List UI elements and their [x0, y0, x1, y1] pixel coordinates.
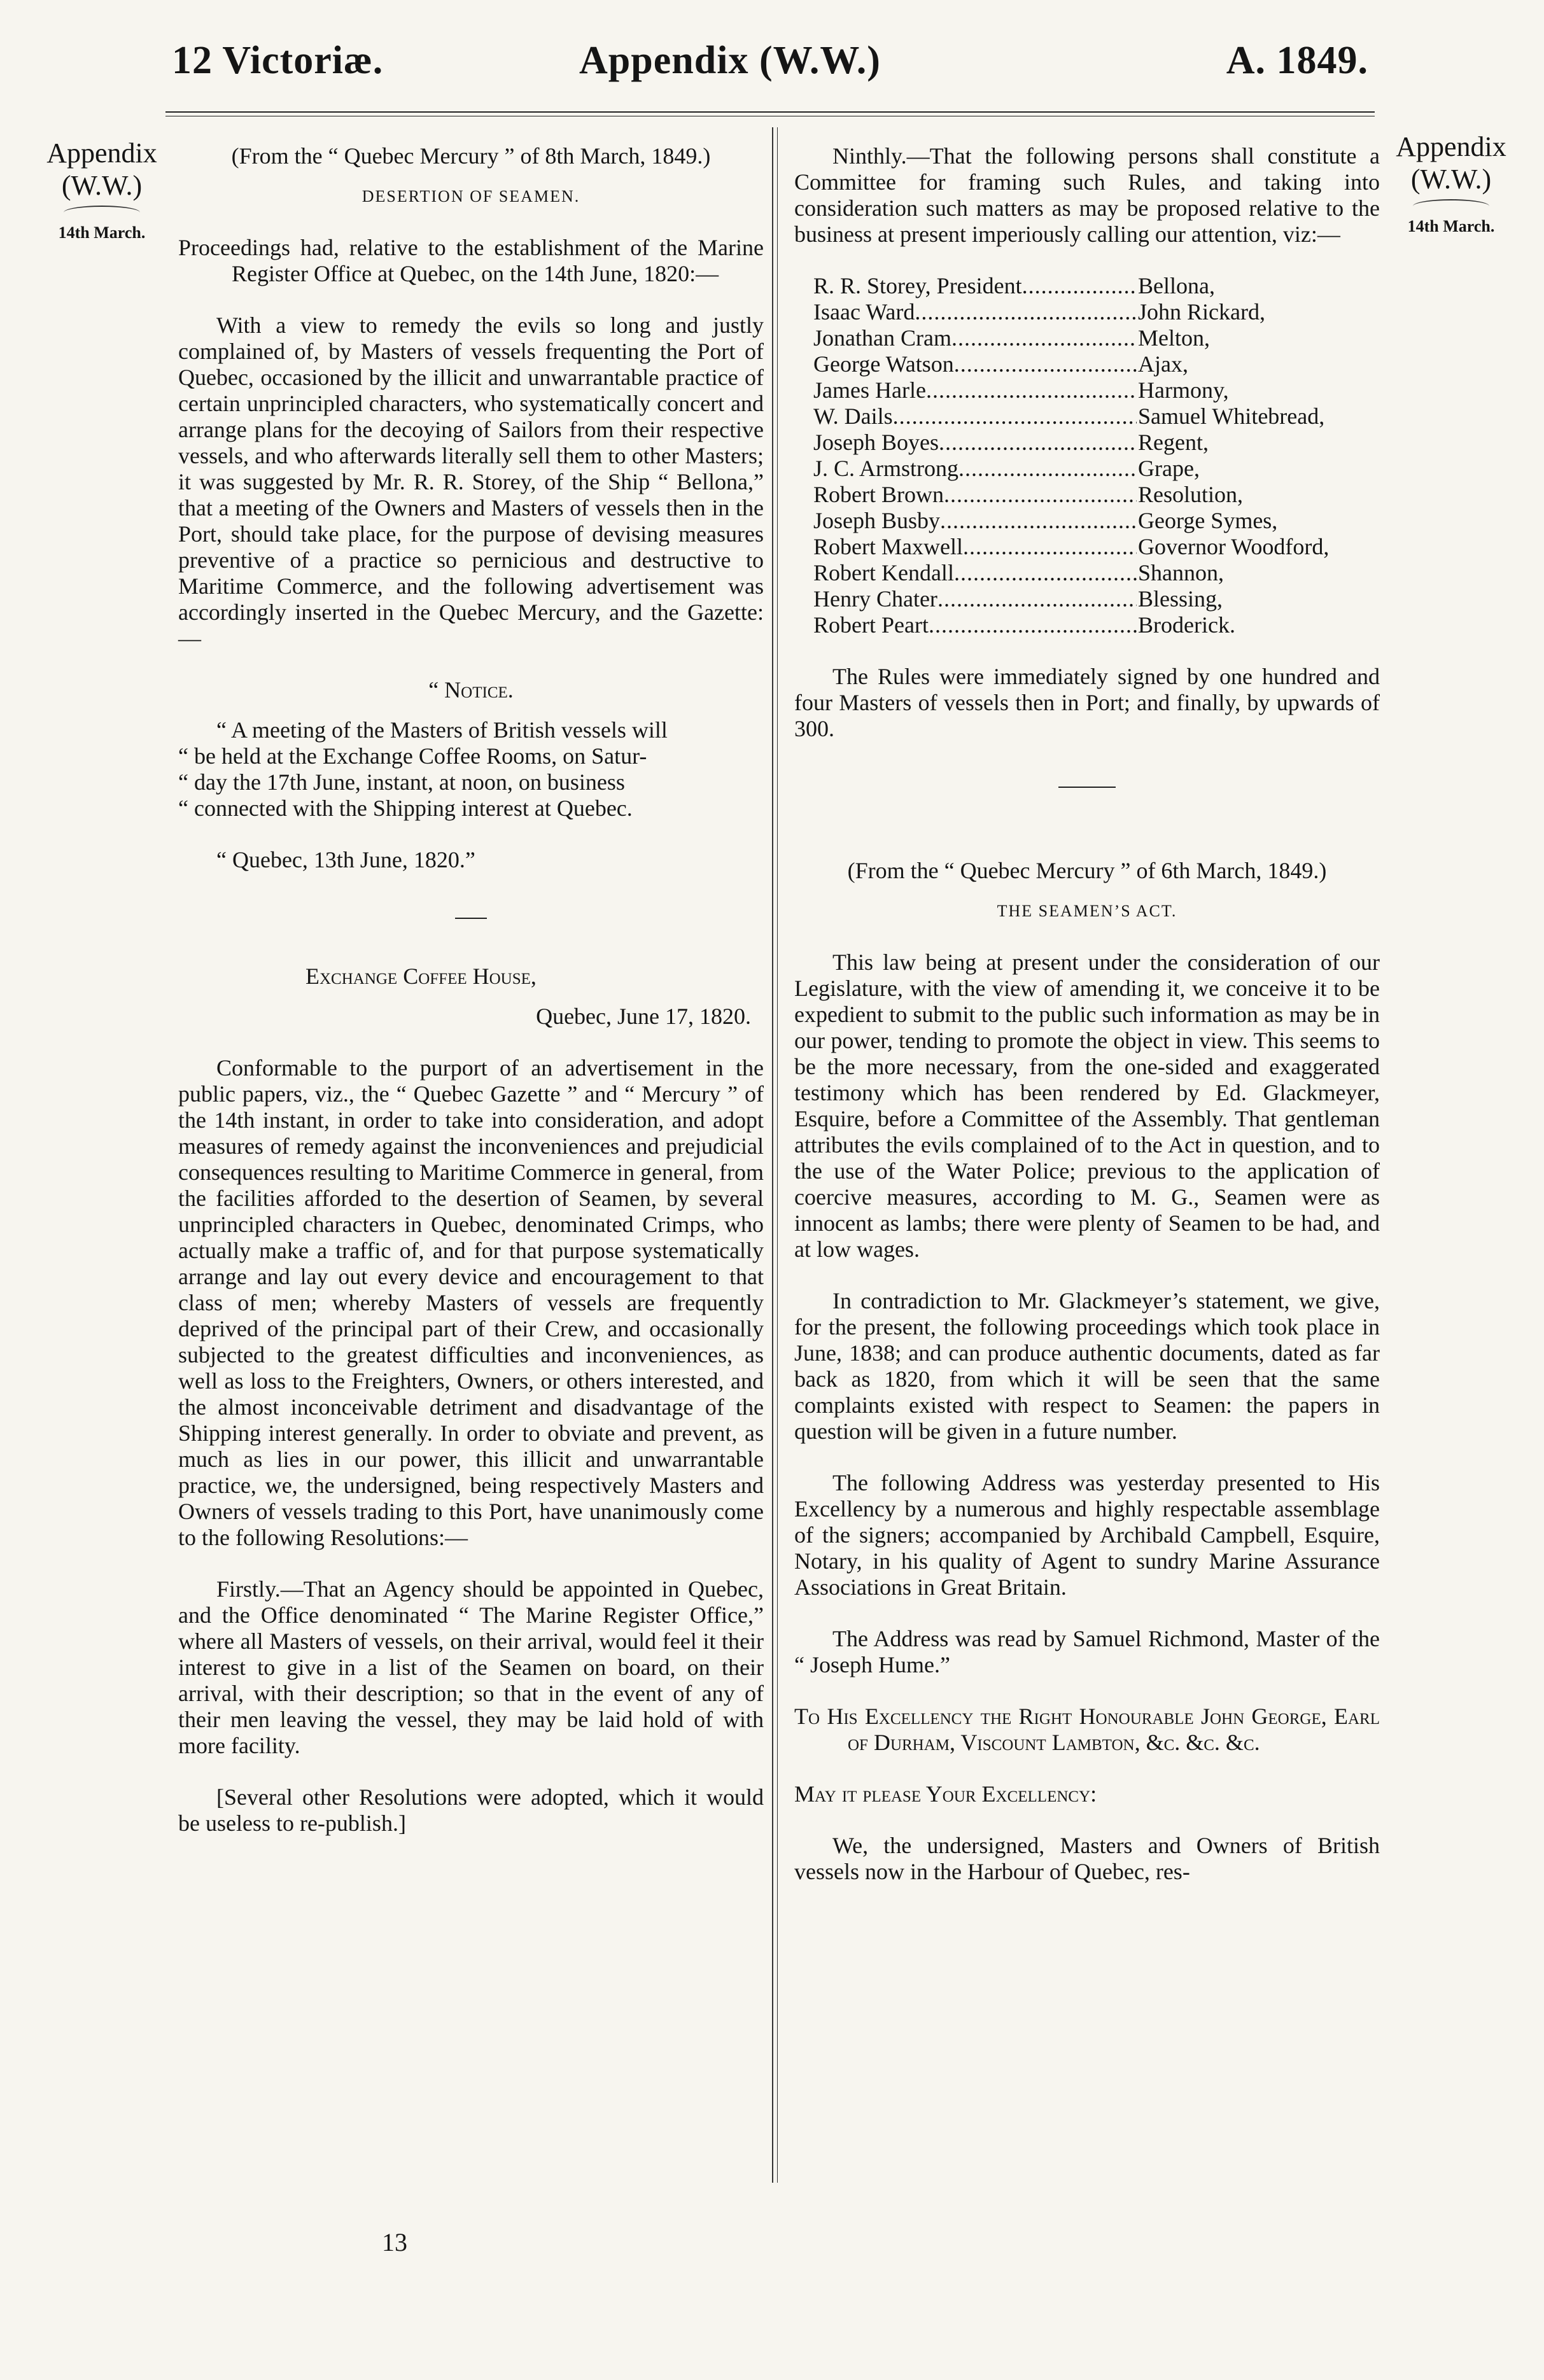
committee-row: [813, 299, 1380, 325]
notice-date: “ Quebec, 13th June, 1820.”: [216, 847, 475, 872]
page-header: [172, 38, 1394, 95]
member-name: Robert Kendall: [813, 560, 954, 585]
margin-note-right: [1375, 130, 1527, 236]
paragraph: This law being at present under the consideration of our Legislature, with the view of amending it, we conceive it to be expedient to submit to the public such information as may be in our power, tending to promote the object in view. This seems to be the more necessary, from the one-sided and exaggerated testimony which has been rendered by Ed. Glackmeyer, Esquire, before a Committee of the Assembly. That gentleman attributes the evils complained of to the Act in question, and to the use of the Water Police; previous to the application of coercive measures, according to M. G., Seamen were as innocent as lambs; there were plenty of Seamen to be had, and at low wages.: [794, 949, 1380, 1262]
notice-title: “ Notice.: [428, 677, 514, 703]
brace-mark: [64, 206, 140, 220]
ship-name: Governor Woodford,: [1138, 534, 1330, 559]
left-column: [178, 143, 764, 1837]
committee-row: [813, 508, 1380, 534]
source-note: (From the “ Quebec Mercury ” of 8th March, 1849.): [231, 143, 711, 169]
article-heading: THE SEAMEN’S ACT.: [997, 902, 1177, 920]
paragraph: Ninthly.—That the following persons shall constitute a Committee for framing such Rules, and taking into consideration such matters as may be proposed relative to the business at present imperiously calling our attention, viz:—: [794, 143, 1380, 247]
member-name: Jonathan Cram: [813, 325, 951, 351]
paragraph: [Several other Resolutions were adopted, which it would be useless to re-publish.]: [178, 1784, 764, 1836]
committee-row: [813, 403, 1380, 430]
margin-note-title: Appendix: [1396, 131, 1506, 162]
column-divider: [772, 127, 773, 2183]
committee-row: [813, 586, 1380, 612]
article-heading: DESERTION OF SEAMEN.: [361, 187, 580, 206]
margin-note-date: 14th March.: [58, 223, 146, 242]
paragraph: The Address was read by Samuel Richmond, Master of the “ Joseph Hume.”: [794, 1626, 1380, 1677]
committee-row: [813, 430, 1380, 456]
header-rule: [165, 111, 1375, 113]
member-name: James Harle: [813, 377, 926, 403]
notice-body: [178, 717, 764, 822]
paragraph: Conformable to the purport of an advertisement in the public papers, viz., the “ Quebec Gazette ” and “ Mercury ” of the 14th instant, in order to take into consideration, and adopt measures of remedy against the inconveniences and prejudicial consequences resulting to Maritime Commerce in general, from the facilities afforded to the desertion of Seamen, by several unprincipled characters in Quebec, denominated Crimps, who actually make a traffic of, and for that purpose systematically arrange and lay out every device and encouragement to that class of men; whereby Masters of vessels are frequently deprived of the principal part of their Crew, and occasionally subjected to the greatest difficulties and inconveniences, as well as loss to the Freighters, Owners, or others interested, and the almost inconceivable detriment and disadvantage of the Shipping interest generally. In order to obviate and prevent, as much as lies in our power, this illicit and unwarrantable practice, we, the undersigned, being respectively Masters and Owners of vessels trading to this Port, have unanimously come to the following Resolutions:—: [178, 1055, 764, 1550]
ship-name: Shannon,: [1138, 560, 1224, 585]
ship-name: Resolution,: [1138, 482, 1244, 507]
source-note: (From the “ Quebec Mercury ” of 6th March, 1849.): [847, 858, 1327, 883]
ship-name: Regent,: [1138, 430, 1209, 455]
salutation: May it please Your Excellency:: [794, 1781, 1097, 1807]
right-column: [794, 143, 1380, 1885]
ship-name: Samuel Whitebread,: [1138, 403, 1325, 429]
member-name: Robert Maxwell: [813, 534, 963, 559]
committee-row: [813, 482, 1380, 508]
notice-line: “ be held at the Exchange Coffee Rooms, on Satur-: [178, 743, 647, 769]
margin-note-code: (W.W.): [1410, 164, 1492, 195]
proceedings-intro: Proceedings had, relative to the establishment of the Marine Register Office at Quebec, on the 14th June, 1820:—: [178, 235, 764, 286]
address-recipient: To His Excellency the Right Honourable John George, Earl of Durham, Viscount Lambton, &c. &c. &c.: [794, 1704, 1380, 1755]
committee-row: [813, 612, 1380, 638]
notice-line: “ A meeting of the Masters of British vessels will: [216, 717, 668, 743]
column-divider-thin: [777, 127, 778, 2183]
ship-name: Bellona,: [1138, 273, 1215, 298]
member-name: J. C. Armstrong: [813, 456, 959, 481]
member-name: Henry Chater: [813, 586, 937, 612]
header-session: 12 Victoriæ.: [172, 39, 384, 82]
brace-mark: [1413, 199, 1489, 213]
member-name: R. R. Storey, President: [813, 273, 1022, 298]
exchange-title: Exchange Coffee House,: [305, 963, 537, 989]
member-name: Robert Peart: [813, 612, 929, 638]
member-name: W. Dails: [813, 403, 893, 429]
page-number: 13: [382, 2228, 407, 2257]
paragraph: With a view to remedy the evils so long and justly complained of, by Masters of vessels frequenting the Port of Quebec, occasioned by the illicit and unwarrantable practice of certain unprincipled characters, who systematically concert and arrange plans for the decoying of Sailors from their respective vessels, and who afterwards literally sell them to other Masters; it was suggested by Mr. R. R. Storey, of the Ship “ Bellona,” that a meeting of the Owners and Masters of vessels then in the Port, should take place, for the purpose of devising measures preventive of a practice so pernicious and destructive to Maritime Commerce, and the following advertisement was accordingly inserted in the Quebec Mercury, and the Gazette:—: [178, 312, 764, 651]
ship-name: Ajax,: [1138, 351, 1188, 377]
member-name: Joseph Busby: [813, 508, 941, 533]
committee-row: [813, 534, 1380, 560]
ship-name: John Rickard,: [1138, 299, 1265, 325]
ship-name: Harmony,: [1138, 377, 1229, 403]
committee-row: [813, 377, 1380, 403]
committee-row: [813, 325, 1380, 351]
committee-row: [813, 456, 1380, 482]
notice-line: “ connected with the Shipping interest at Quebec.: [178, 795, 633, 821]
paragraph: The Rules were immediately signed by one hundred and four Masters of vessels then in Port; and finally, by upwards of 300.: [794, 664, 1380, 741]
committee-row: [813, 273, 1380, 299]
member-name: George Watson: [813, 351, 954, 377]
header-year: A. 1849.: [1226, 39, 1368, 82]
margin-note-left: [32, 137, 172, 242]
committee-list: [813, 273, 1380, 638]
member-name: Joseph Boyes: [813, 430, 939, 455]
member-name: Isaac Ward: [813, 299, 915, 325]
paragraph: We, the undersigned, Masters and Owners of British vessels now in the Harbour of Quebec, res-: [794, 1833, 1380, 1884]
paragraph: Firstly.—That an Agency should be appointed in Quebec, and the Office denominated “ The Marine Register Office,” where all Masters of vessels, on their arrival, would feel it their interest to give in a list of the Seamen on board, on their arrival, with their description; so that in the event of any of their men leaving the vessel, they may be laid hold of with more facility.: [178, 1576, 764, 1758]
ship-name: Melton,: [1138, 325, 1210, 351]
ship-name: Broderick.: [1138, 612, 1235, 638]
margin-note-title: Appendix: [46, 137, 157, 169]
paragraph: In contradiction to Mr. Glackmeyer’s statement, we give, for the present, the following proceedings which took place in June, 1838; and can produce authentic documents, dated as far back as 1820, from which it will be seen that the same complaints existed with respect to Seamen: the papers in question will be given in a future number.: [794, 1288, 1380, 1444]
exchange-date: Quebec, June 17, 1820.: [536, 1004, 751, 1029]
header-appendix: Appendix (W.W.): [579, 39, 881, 82]
ship-name: Grape,: [1138, 456, 1200, 481]
ship-name: George Symes,: [1138, 508, 1278, 533]
margin-note-code: (W.W.): [61, 170, 143, 201]
member-name: Robert Brown: [813, 482, 944, 507]
ship-name: Blessing,: [1138, 586, 1223, 612]
committee-row: [813, 351, 1380, 377]
margin-note-date: 14th March.: [1407, 217, 1495, 235]
notice-line: “ day the 17th June, instant, at noon, on business: [178, 769, 625, 795]
paragraph: The following Address was yesterday presented to His Excellency by a numerous and highly respectable assemblage of the signers; accompanied by Archibald Campbell, Esquire, Notary, in his quality of Agent to sundry Marine Assurance Associations in Great Britain.: [794, 1470, 1380, 1600]
committee-row: [813, 560, 1380, 586]
